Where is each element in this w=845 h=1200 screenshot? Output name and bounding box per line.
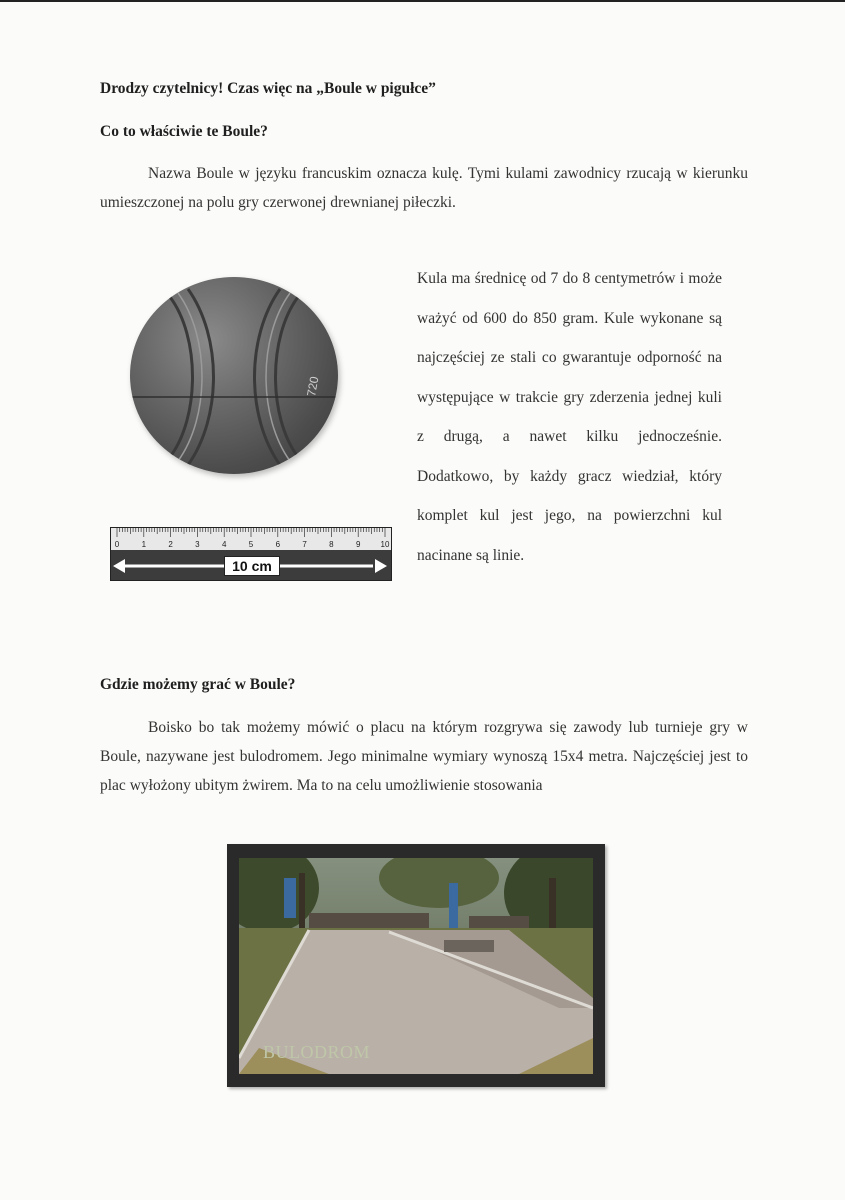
ruler-tick-number: 2 [168,540,173,549]
ruler-tick-number: 4 [221,540,227,549]
ruler-tick-number: 5 [248,540,254,549]
ruler-tick-number: 3 [195,540,200,549]
bulodrom-photo [227,844,605,1087]
paragraph-pitch-text: Boisko bo tak możemy mówić o placu na którym rozgrywa się zawody lub turnieje gry w Boule, nazywane jest bulodromem. Jego minimalne wymiary wynoszą 15x4 metra. Najczęściej jest to plac wyłożony ubitym żwirem. Ma to na celu umożliwienie stosowania [100,719,748,794]
ruler-label: 10 cm [224,556,280,576]
boule-ball-image [130,277,338,474]
ruler-tick-number: 9 [355,540,361,549]
ruler-tick-number: 6 [275,540,281,549]
ruler-tick-number: 8 [329,540,334,549]
page-top-edge [0,0,845,2]
photo-caption: BULODROM [263,1042,371,1062]
ruler-image [110,527,392,581]
paragraph-ball-description: Kula ma średnicę od 7 do 8 centymetrów i może ważyć od 600 do 850 gram. Kule wykonane są najczęściej ze stali co gwarantuje odporność na występujące w trakcie gry zderzenia jednej kuli z drugą, a nawet kilku jednocześnie. Dodatkowo, by każdy gracz wiedział, który komplet kul jest jego, na powierzchni kul nacinane są linie. [417,270,722,564]
ruler-tick-number: 7 [302,540,307,549]
paragraph-intro-text: Nazwa Boule w języku francuskim oznacza kulę. Tymi kulami zawodnicy rzucają w kierunku umieszczonej na polu gry czerwonej drewnianej piłeczki. [100,165,748,211]
ruler-tick-number: 1 [141,540,147,549]
paragraph-intro [100,159,748,217]
ruler-tick-number: 10 [380,540,390,549]
ball-engraving-text: 720 [304,375,322,398]
ruler-tick-number: 0 [114,540,120,549]
heading-what-is-boule: Co to właściwie te Boule? [100,123,268,140]
heading-where-to-play: Gdzie możemy grać w Boule? [100,676,296,693]
paragraph-pitch [100,713,748,800]
heading-intro: Drodzy czytelnicy! Czas więc na „Boule w pigułce” [100,80,436,97]
